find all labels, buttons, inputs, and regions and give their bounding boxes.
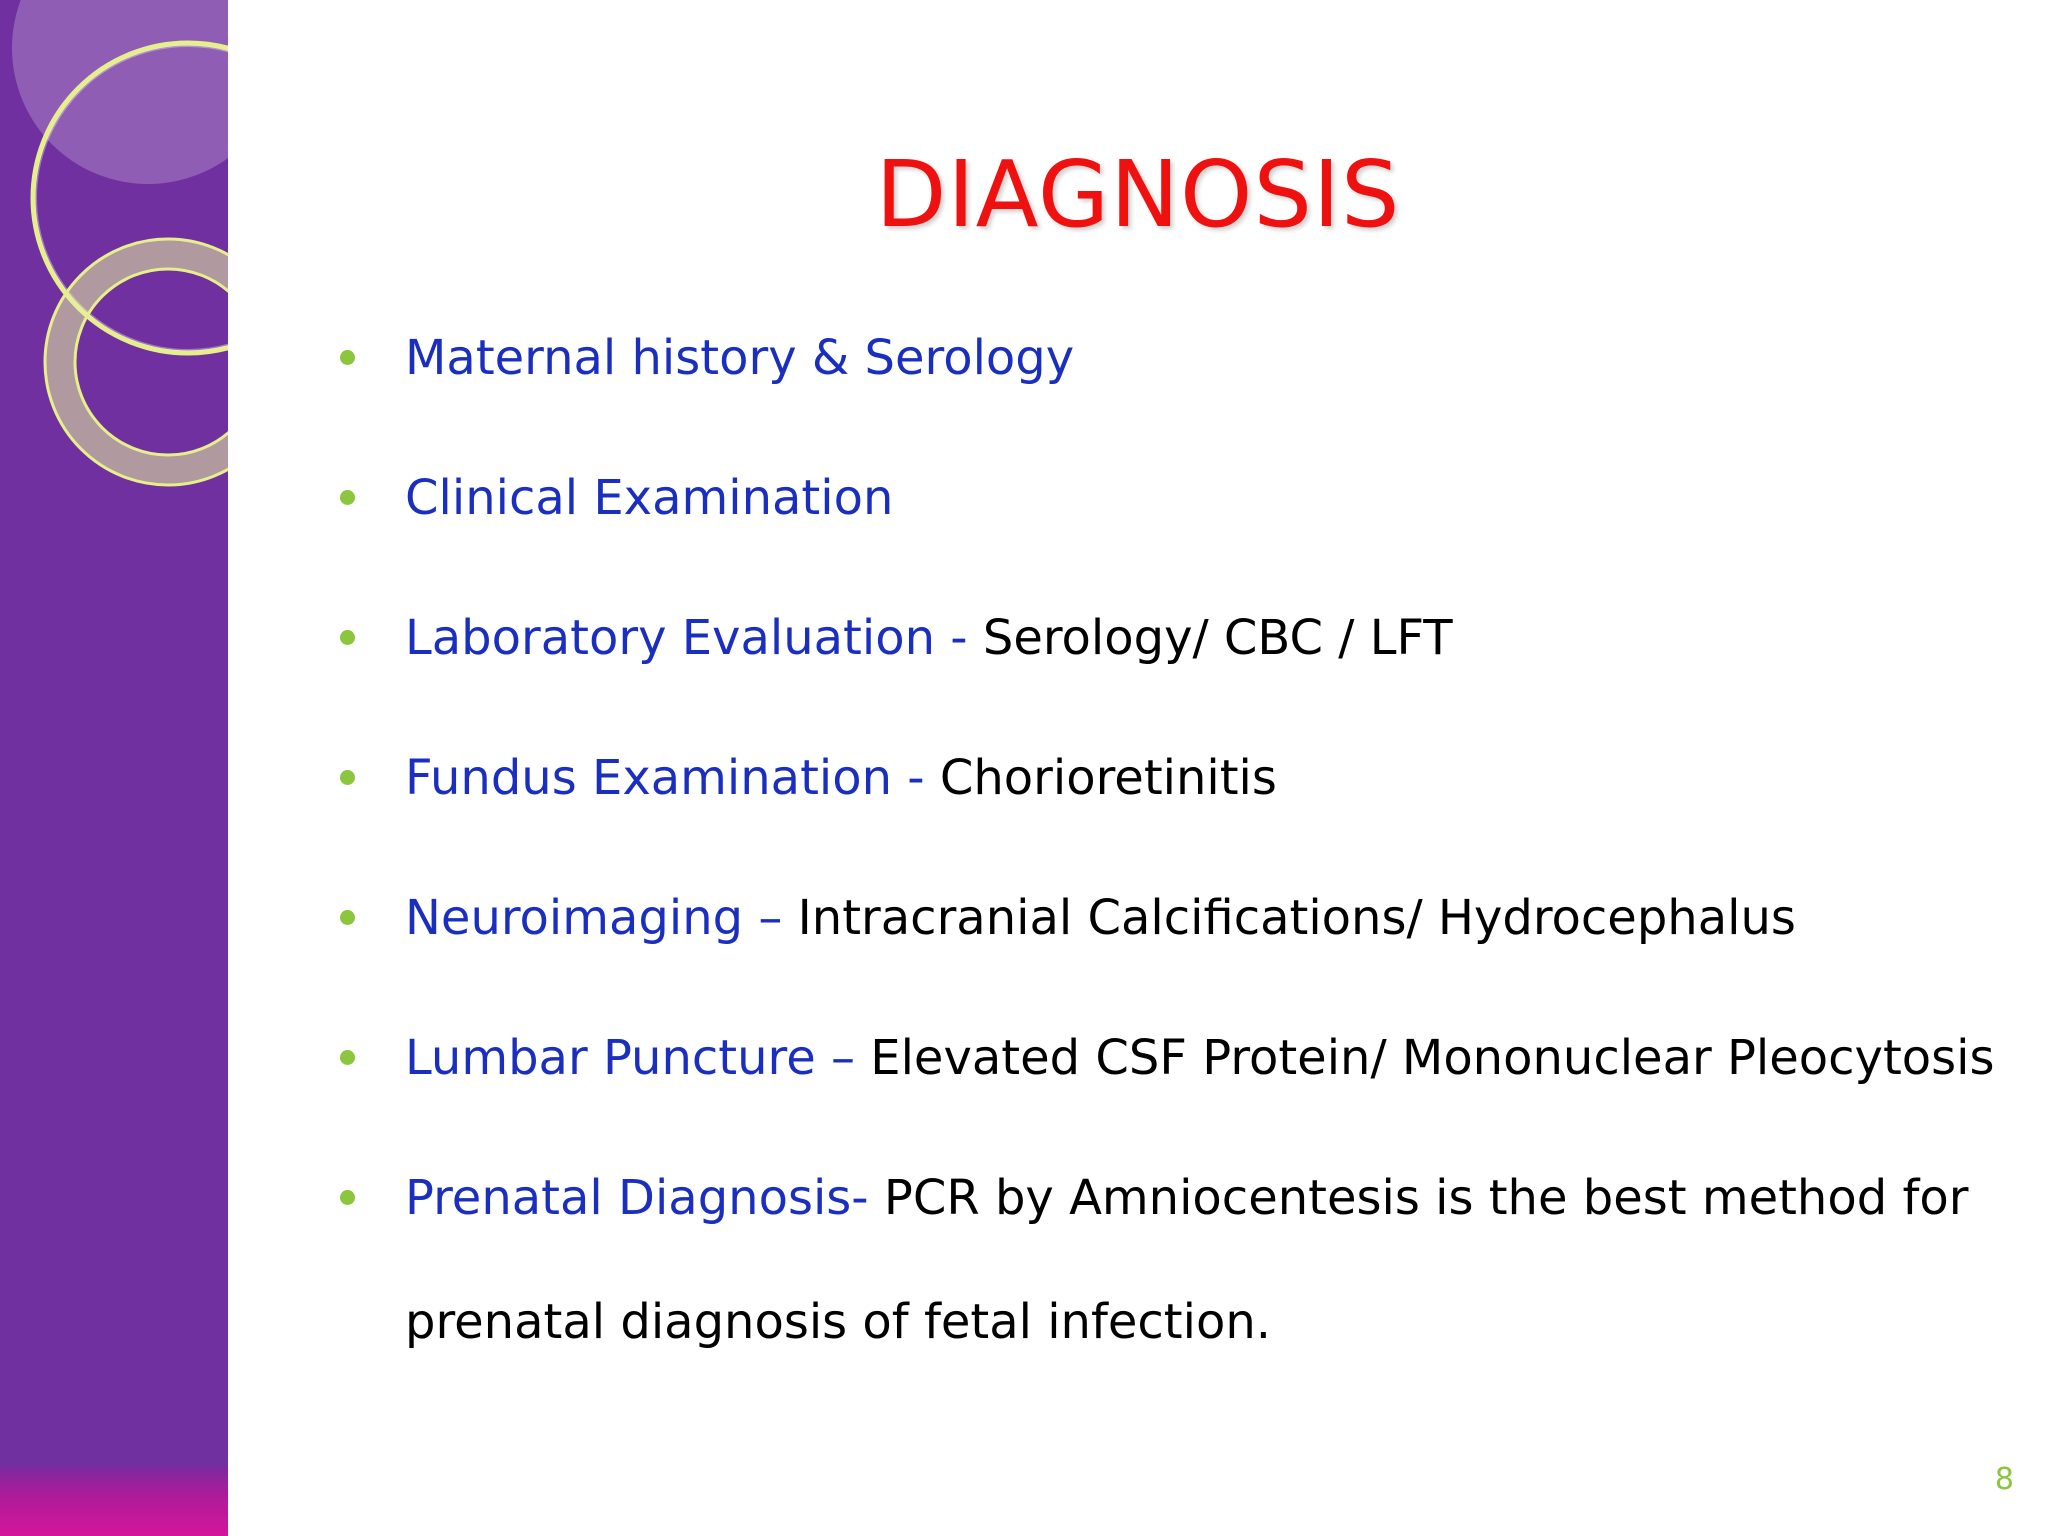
- bullet-term: Prenatal Diagnosis: [405, 1170, 852, 1226]
- sidebar-bottom-band: [0, 1466, 228, 1536]
- bullet-separator: -: [851, 1170, 884, 1226]
- bullet-text: [405, 1020, 2030, 1096]
- bullet-dot-icon: [340, 1050, 355, 1065]
- bullet-desc: Chorioretinitis: [939, 750, 1277, 806]
- bullet-term: Neuroimaging: [405, 890, 744, 946]
- bullet-dot-icon: [340, 630, 355, 645]
- bullet-item: [340, 740, 2030, 880]
- ring-decoration: [0, 0, 228, 520]
- bullet-text: [405, 1136, 2030, 1384]
- bullet-separator: -: [892, 750, 940, 806]
- bullet-term: Laboratory Evaluation: [405, 610, 935, 666]
- bullet-list: [340, 320, 2030, 1384]
- page-number: 8: [1994, 1462, 2014, 1497]
- bullet-item: [340, 460, 2030, 600]
- bullet-term: Fundus Examination: [405, 750, 893, 806]
- bullet-desc: Intracranial Calcifications/ Hydrocephalus: [797, 890, 1796, 946]
- sidebar-decoration: [0, 0, 228, 1536]
- bullet-term: Maternal history & Serology: [405, 330, 1075, 386]
- bullet-item: [340, 1136, 2030, 1384]
- bullet-text: [405, 460, 2030, 536]
- bullet-dot-icon: [340, 910, 355, 925]
- bullet-dot-icon: [340, 1190, 355, 1205]
- bullet-text: [405, 740, 2030, 816]
- bullet-item: [340, 320, 2030, 460]
- bullet-term: Lumbar Puncture: [405, 1030, 816, 1086]
- bullet-text: [405, 600, 2030, 676]
- bullet-text: [405, 320, 2030, 396]
- bullet-separator: -: [935, 610, 983, 666]
- bullet-desc: Serology/ CBC / LFT: [982, 610, 1453, 666]
- bullet-desc: Elevated CSF Protein/ Mononuclear Pleocytosis: [870, 1030, 1995, 1086]
- bullet-desc: PCR by Amniocentesis is the best method for prenatal diagnosis of fetal infection.: [405, 1170, 1969, 1350]
- bullet-separator: –: [743, 890, 798, 946]
- bullet-term: Clinical Examination: [405, 470, 894, 526]
- bullet-dot-icon: [340, 770, 355, 785]
- slide-title: DIAGNOSIS: [875, 141, 1401, 248]
- bullet-separator: –: [815, 1030, 871, 1086]
- bullet-item: [340, 880, 2030, 1020]
- bullet-dot-icon: [340, 490, 355, 505]
- bullet-text: [405, 880, 2030, 956]
- bullet-item: [340, 600, 2030, 740]
- bullet-dot-icon: [340, 350, 355, 365]
